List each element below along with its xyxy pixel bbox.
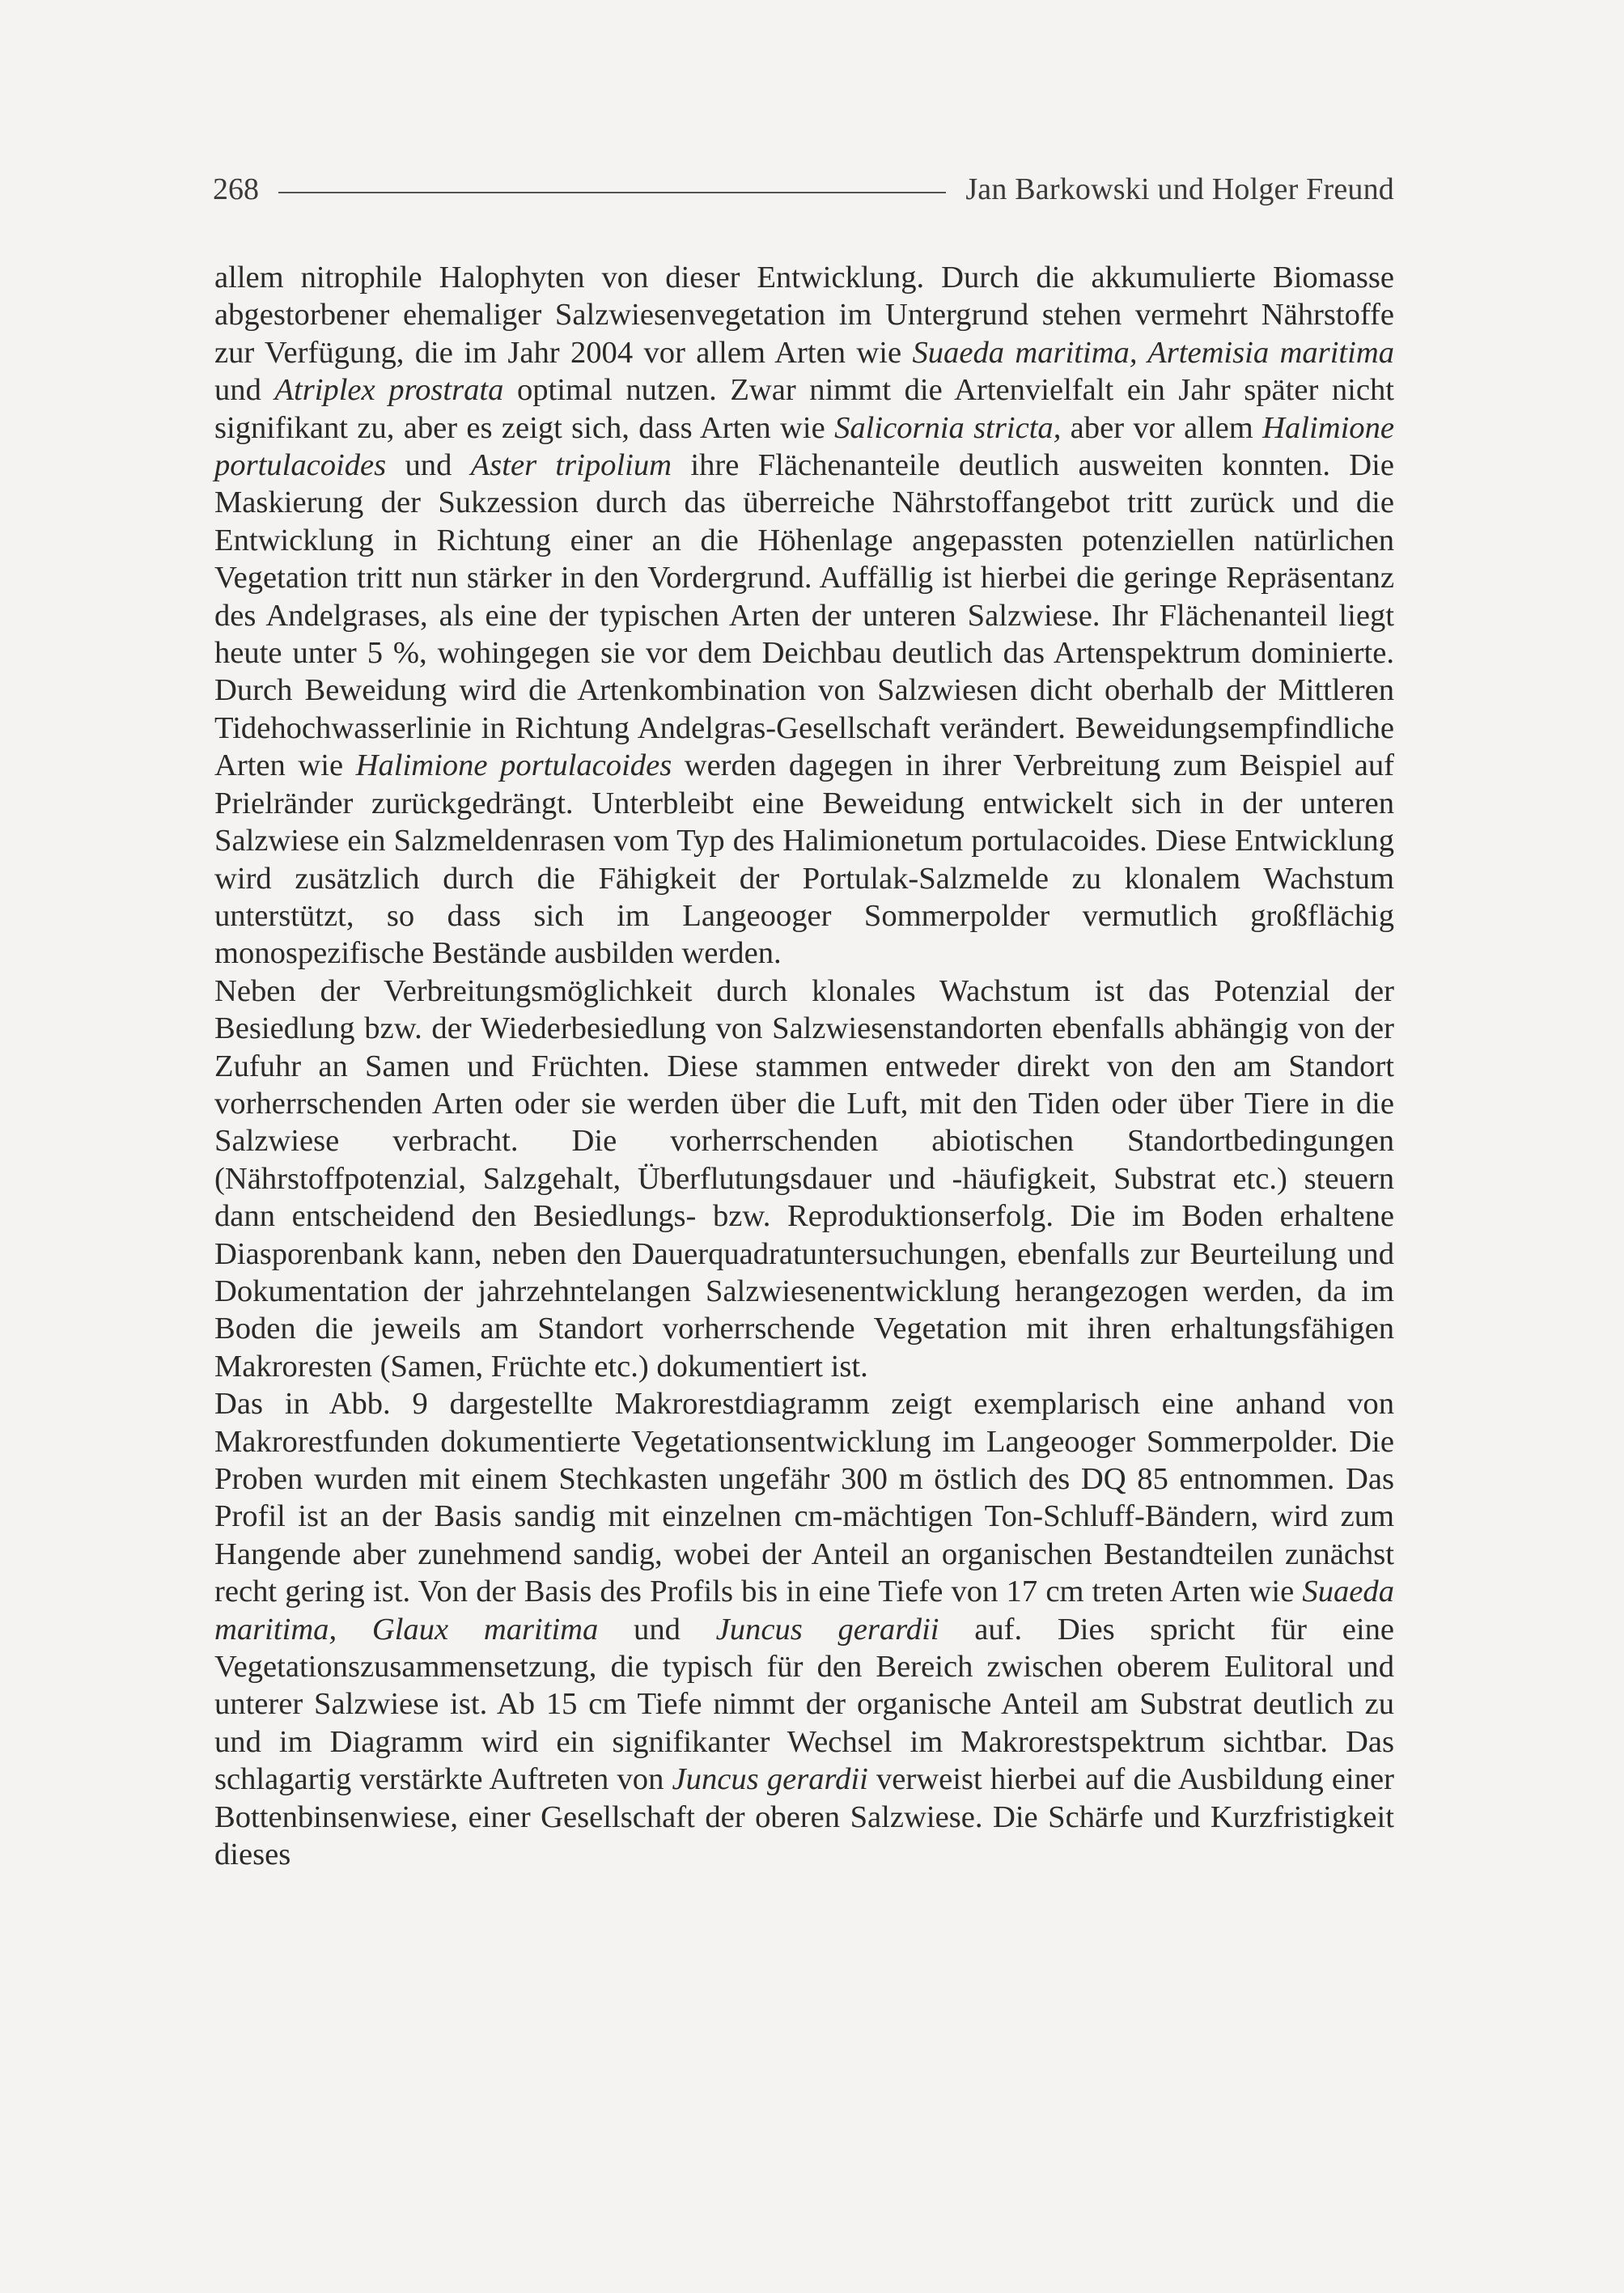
italic-species-name: Aster tripolium	[470, 448, 672, 483]
italic-species-name: Salicornia stricta,	[834, 410, 1062, 445]
italic-species-name: Halimione portulacoides	[214, 410, 1395, 483]
italic-species-name: Suaeda maritima, Artemisia maritima	[912, 335, 1394, 370]
text-run: optimal nutzen. Zwar nimmt die Artenvielfalt ein Jahr später nicht signifikant zu, aber es zeigt sich, dass Arten wie	[214, 373, 1394, 445]
text-run: werden dagegen in ihrer Verbreitung zum Beispiel auf Prielränder zurückgedrängt. Unterbleibt eine Beweidung entwickelt sich in der unteren Salzwiese ein Salzmeldenrasen vom Typ des Halimionetum portulacoides. Diese Entwicklung wird zusätzlich durch die Fähigkeit der Portulak-Salzmelde zu klonalem Wachstum unterstützt, so dass sich im Langeooger Sommerpolder vermutlich großflächig monospezifische Bestände ausbilden werden.	[214, 748, 1395, 971]
text-run: ihre Flächenanteile deutlich ausweiten konnten. Die Maskierung der Sukzession durch das überreiche Nährstoffangebot tritt zurück und die Entwicklung in Richtung einer an die Höhenlage angepassten potenziellen natürlichen Vegetation tritt nun stärker in den Vordergrund. Auffällig ist hierbei die geringe Repräsentanz des Andelgrases, als eine der typischen Arten der unteren Salzwiese. Ihr Flächenanteil liegt heute unter 5 %, wohingegen sie vor dem Deichbau deutlich das Artenspektrum dominierte. Durch Beweidung wird die Artenkombination von Salzwiesen dicht oberhalb der Mittleren Tidehochwasserlinie in Richtung Andelgras-Gesellschaft verändert. Beweidungsempfindliche Arten wie	[214, 448, 1394, 783]
italic-species-name: Juncus gerardii	[715, 1612, 939, 1647]
paragraph	[214, 1385, 1394, 1873]
text-run: und	[386, 448, 471, 483]
italic-species-name: Juncus gerardii	[672, 1762, 868, 1797]
body-text	[214, 259, 1394, 1873]
page-header	[213, 166, 1394, 213]
italic-species-name: Atriplex prostrata	[274, 373, 504, 408]
text-run: aber vor allem	[1061, 410, 1263, 445]
text-run: allem nitrophile Halophyten von dieser Entwicklung. Durch die akkumulierte Biomasse abgestorbener ehemaliger Salzwiesenvegetation im Untergrund stehen vermehrt Nährstoffe zur Verfügung, die im Jahr 2004 vor allem Arten wie	[214, 261, 1394, 370]
header-rule	[278, 192, 946, 193]
text-run: auf. Dies spricht für eine Vegetationszusammensetzung, die typisch für den Bereich zwischen oberem Eulitoral und unterer Salzwiese ist. Ab 15 cm Tiefe nimmt der organische Anteil am Substrat deutlich zu und im Diagramm wird ein signifikanter Wechsel im Makrorestspektrum sichtbar. Das schlagartig verstärkte Auftreten von	[214, 1612, 1394, 1797]
text-run: und	[214, 373, 275, 408]
paragraph	[214, 973, 1394, 1385]
text-run: Neben der Verbreitungsmöglichkeit durch klonales Wachstum ist das Potenzial der Besiedlung bzw. der Wiederbesiedlung von Salzwiesenstandorten ebenfalls abhängig von der Zufuhr an Samen und Früchten. Diese stammen entweder direkt von den am Standort vorherrschenden Arten oder sie werden über die Luft, mit den Tiden oder über Tiere in die Salzwiese verbracht. Die vorherrschenden abiotischen Standortbedingungen (Nährstoffpotenzial, Salzgehalt, Überflutungsdauer und -häufigkeit, Substrat etc.) steuern dann entscheidend den Besiedlungs- bzw. Reproduktionserfolg. Die im Boden erhaltene Diasporenbank kann, neben den Dauerquadratuntersuchungen, ebenfalls zur Beurteilung und Dokumentation der jahrzehntelangen Salzwiesenentwicklung herangezogen werden, da im Boden die jeweils am Standort vorherrschende Vegetation mit ihren erhaltungsfähigen Makroresten (Samen, Früchte etc.) dokumentiert ist.	[214, 973, 1394, 1384]
italic-species-name: Halimione portulacoides	[355, 748, 672, 783]
paragraph	[214, 259, 1394, 973]
italic-species-name: Suaeda maritima, Glaux maritima	[214, 1575, 1394, 1647]
text-run: Das in Abb. 9 dargestellte Makrorestdiagramm zeigt exemplarisch eine anhand von Makrorestfunden dokumentierte Vegetationsentwicklung im Langeooger Sommerpolder. Die Proben wurden mit einem Stechkasten ungefähr 300 m östlich des DQ 85 entnommen. Das Profil ist an der Basis sandig mit einzelnen cm-mächtigen Ton-Schluff-Bändern, wird zum Hangende aber zunehmend sandig, wobei der Anteil an organischen Bestandteilen zunächst recht gering ist. Von der Basis des Profils bis in eine Tiefe von 17 cm treten Arten wie	[214, 1387, 1394, 1609]
text-run: verweist hierbei auf die Ausbildung einer Bottenbinsenwiese, einer Gesellschaft der oberen Salzwiese. Die Schärfe und Kurzfristigkeit dieses	[214, 1762, 1394, 1872]
text-run: und	[598, 1612, 716, 1647]
page-number: 268	[213, 172, 259, 206]
running-head: Jan Barkowski und Holger Freund	[965, 172, 1394, 206]
